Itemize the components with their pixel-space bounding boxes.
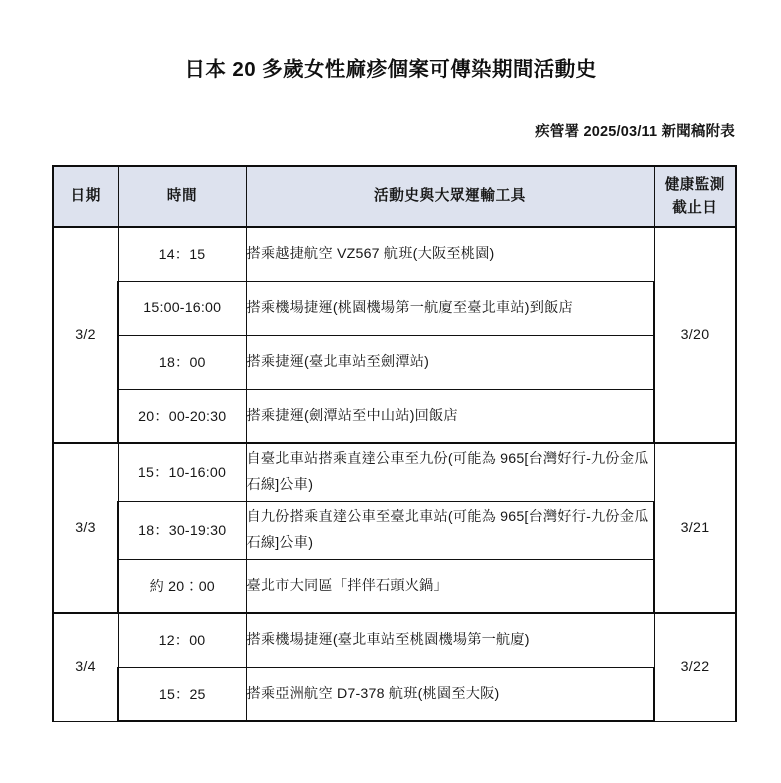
table-row (53, 335, 736, 389)
cell-date: 3/2 (53, 227, 118, 443)
cell-time: 12：00 (118, 613, 246, 667)
table-header (53, 166, 736, 227)
cell-time: 18：30-19:30 (118, 501, 246, 559)
table-row (53, 501, 736, 559)
cell-time: 18：00 (118, 335, 246, 389)
cell-time: 15：10-16:00 (118, 443, 246, 501)
table-body (53, 227, 736, 721)
table-header-row (53, 166, 736, 227)
cell-activity: 搭乘捷運(劍潭站至中山站)回飯店 (246, 389, 654, 443)
table-row (53, 281, 736, 335)
cell-activity: 搭乘捷運(臺北車站至劍潭站) (246, 335, 654, 389)
activity-history-table (52, 165, 737, 722)
cell-activity: 搭乘機場捷運(桃園機場第一航廈至臺北車站)到飯店 (246, 281, 654, 335)
cell-time: 14：15 (118, 227, 246, 281)
column-header-monitoring-deadline-line1: 健康監測 (664, 176, 725, 193)
column-header-time: 時間 (118, 166, 246, 227)
cell-monitoring-deadline: 3/22 (654, 613, 736, 721)
column-header-monitoring-deadline (654, 166, 736, 227)
table-row (53, 389, 736, 443)
cell-date: 3/4 (53, 613, 118, 721)
cell-time: 約 20：00 (118, 559, 246, 613)
cell-date: 3/3 (53, 443, 118, 613)
cell-activity: 搭乘機場捷運(臺北車站至桃園機場第一航廈) (246, 613, 654, 667)
cell-activity: 自臺北車站搭乘直達公車至九份(可能為 965[台灣好行-九份金瓜石線]公車) (246, 443, 654, 501)
table-row (53, 227, 736, 281)
cell-activity: 自九份搭乘直達公車至臺北車站(可能為 965[台灣好行-九份金瓜石線]公車) (246, 501, 654, 559)
column-header-activity: 活動史與大眾運輸工具 (246, 166, 654, 227)
page-title: 日本 20 多歲女性麻疹個案可傳染期間活動史 (184, 58, 597, 81)
column-header-monitoring-deadline-line2: 截止日 (672, 199, 718, 216)
cell-activity: 臺北市大同區「拌伴石頭火鍋」 (246, 559, 654, 613)
table-row (53, 559, 736, 613)
cell-time: 15：25 (118, 667, 246, 721)
cell-time: 20：00-20:30 (118, 389, 246, 443)
cell-activity: 搭乘越捷航空 VZ567 航班(大阪至桃園) (246, 227, 654, 281)
cell-monitoring-deadline: 3/21 (654, 443, 736, 613)
cell-time: 15:00-16:00 (118, 281, 246, 335)
cell-monitoring-deadline: 3/20 (654, 227, 736, 443)
activity-table-container (52, 165, 735, 722)
cell-activity: 搭乘亞洲航空 D7-378 航班(桃園至大阪) (246, 667, 654, 721)
table-row (53, 667, 736, 721)
column-header-date: 日期 (53, 166, 118, 227)
table-row (53, 613, 736, 667)
document-source-line: 疾管署 2025/03/11 新聞稿附表 (535, 124, 735, 140)
table-row (53, 443, 736, 501)
